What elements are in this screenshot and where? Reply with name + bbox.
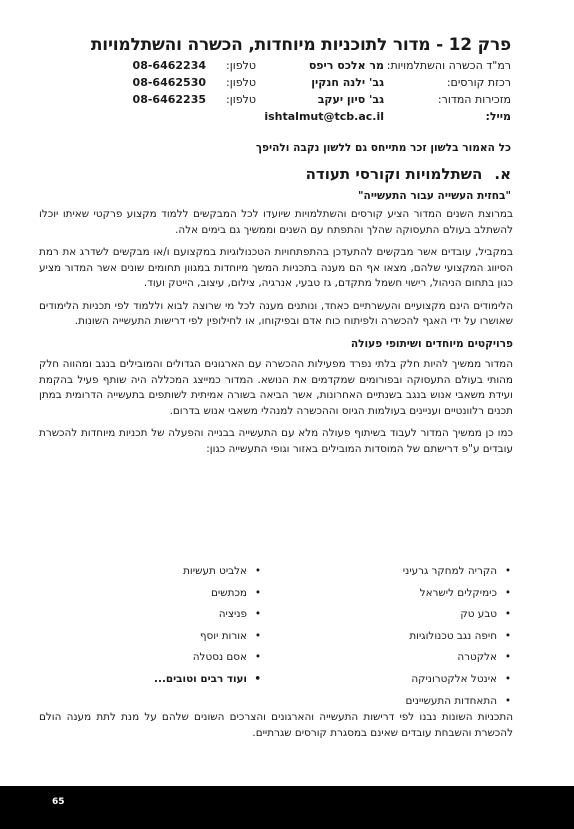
page-title: פרק 12 - מדור לתוכניות מיוחדות, הכשרה והשתלמויות [90, 35, 511, 55]
footer-bar [0, 786, 574, 829]
contact-name: גב' ילנה חנקין [311, 76, 384, 89]
closing-paragraph: התכניות השונות נבנו לפי דרישות התעשייה והארגונים והצרכים השונים שלהם על מנת לתת מענה הולם להכשרת והשבחת עובדים שאינם במסגרת קורסים שגרתיים. [39, 711, 513, 739]
list-item: • כימיקלים לישראל [403, 587, 511, 609]
email-address[interactable]: ishtalmut@tcb.ac.il [264, 110, 384, 123]
phone-number: 08-6462235 [132, 93, 206, 106]
list-item: • טבע טק [403, 608, 511, 630]
gender-note: כל האמור בלשון זכר מתייחס גם ללשון נקבה ולהיפך [255, 142, 511, 154]
phone-number: 08-6462530 [132, 76, 206, 89]
list-item: • חיפה נגב טכנולוגיות [403, 630, 511, 652]
list-item: • אלקטרה [403, 651, 511, 673]
contact-row [51, 59, 511, 76]
phone-label: טלפון: [226, 76, 256, 89]
subheading: פרויקטים מיוחדים ושיתופי פעולה [350, 337, 513, 350]
list-item: • אלביט תעשיות [154, 565, 261, 587]
phone-label: טלפון: [226, 93, 256, 106]
paragraph: המדור ממשיך להיות חלק בלתי נפרד מפעילות ההכשרה עם הארגונים הגדולים והמובילים בנגב ומהווה חלק מהותי בעולם התעסוקה ובפורומים שמקדמים את הנושא. המדור כמייצג המכללה היה שותף פעיל בהקמת ועידת משאבי אנוש בנגב בשנתיים האחרונות, אשר הביאה בשורה אמיתית לשותפים בתעשייה הדרומית במתן תכנים רלוונטיים ועניינים בעולמות הגיוס וההכשרה למנהלי משאבי אנוש בדרום. [39, 358, 513, 417]
partners-column-right [403, 565, 511, 716]
list-item: • הקריה למחקר גרעיני [403, 565, 511, 587]
contact-role: מזכירות המדור: [437, 93, 511, 106]
contact-row [51, 93, 511, 110]
list-item: • מכתשים [154, 587, 261, 609]
list-item: • התאחדות התעשיינים [403, 695, 511, 717]
body-text [39, 207, 513, 464]
list-item: • אינטל אלקטרוניקה [403, 673, 511, 695]
section-letter: א. [494, 165, 511, 183]
list-item: • אסם נסטלה [154, 651, 261, 673]
paragraph: כמו כן ממשיך המדור לעבוד בשיתוף פעולה מלא עם התעשייה בבנייה והפעלה של תכניות מיוחדות להכשרת עובדים ע"פ דרישתם של המוסדות המובילים באזור וגופי התעשייה כגון: [39, 427, 513, 455]
contact-name: מר אלכס ריפס [308, 59, 384, 72]
contact-row [51, 76, 511, 93]
paragraph: במקביל, עובדים אשר מבקשים להתעדכן בהתפתחויות הטכנולוגיות במקצועם ו/או מבקשים לשדרג את רמת הסיווג המקצועי שלהם, מצאו אף הם מענה בתכניות המשך מיוחדות במגוון תחומים שונים אשר המדור מציע כגון בתחום הניהול, רישוי חשמל מתקדם, גז טבעי, אנרגיה, צילום, עיצוב, הייטק ועוד. [39, 246, 513, 289]
list-item: • פניציה [154, 608, 261, 630]
phone-label: טלפון: [226, 59, 256, 72]
contact-name: גב' סיון יעקב [317, 93, 384, 106]
email-row [51, 110, 511, 127]
partners-column-left [154, 565, 261, 695]
phone-number: 08-6462234 [132, 59, 206, 72]
contacts-block [51, 59, 511, 127]
list-item: • ועוד רבים וטובים... [154, 673, 261, 695]
slogan-quote: "בחזית העשייה עבור התעשייה" [358, 190, 511, 202]
paragraph: הלימודים הינם מקצועיים והעשרתיים כאחד, ונותנים מענה לכל מי שרוצה לבוא וללמוד לפי תכניות הלימודים שאושרו על ידי האגף להכשרה ולפיתוח כוח אדם ובפיקוחו, או לחילופין לפי דרישות התעשייה השונות. [39, 299, 513, 327]
contact-role: רכזת קורסים: [446, 76, 511, 89]
email-label: מייל: [485, 110, 511, 123]
section-title: השתלמויות וקורסי תעודה [305, 165, 483, 183]
contact-role: רמ"ד הכשרה והשתלמויות: [386, 59, 511, 72]
list-item: • אורות יוסף [154, 630, 261, 652]
page-number: 65 [52, 797, 65, 807]
paragraph: במרוצת השנים המדור הציע קורסים והשתלמויות שיועדו לכל המבקשים ללמוד מקצוע פרקטי שאיתו יוכלו להשתלב בעולם התעסוקה שהלך והתפתח עם השנים וממשיך גם בימים אלה. [39, 208, 513, 236]
section-heading [51, 165, 511, 183]
